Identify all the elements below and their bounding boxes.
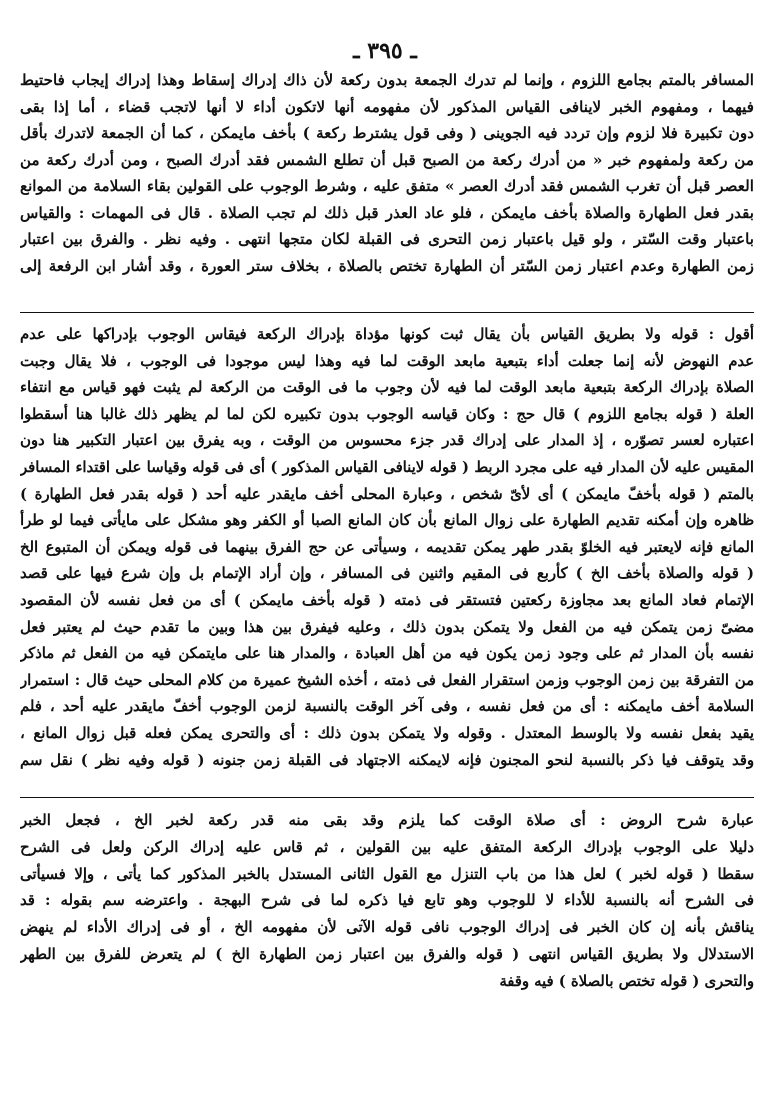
commentary-line: أقول : قوله ولا بطريق القياس بأن يقال ثبت كونها مؤداة بإدراك الركعة فيقاس الوجوب بإدراكها على عدم bbox=[20, 326, 754, 343]
commentary-line: الاستدلال ولا بطريق القياس انتهى ( قوله والفرق بين اعتبار زمن الطهارة الخ ) لم يتعرض للفرق بين الطهر bbox=[20, 945, 754, 963]
commentary-line: ظاهره وإن أمكنه تقديم الطهارة على زوال المانع بأن كان المانع الصبا أو الكفر وهو مشكل على مايأتى فيما لو طرأ bbox=[20, 512, 754, 530]
main-line: دون تكبيرة فلا لزوم وإن تردد فيه الجوينى ( وفى قول يشترط ركعة ) بأخف مايمكن ، كما أن الجمعة لاتدرك بأقل bbox=[20, 124, 754, 142]
commentary-line: السلامة أخف مايمكنه : أى من فعل نفسه ، وفى آخر الوقت بالنسبة لزمن الوجوب أخفّ مايقدر عليه أحد ، فلم bbox=[20, 698, 754, 716]
commentary-line: والتحرى ( قوله تختص بالصلاة ) فيه وقفة bbox=[499, 972, 754, 990]
main-line: العصر قبل أن تغرب الشمس فقد أدرك العصر » متفق عليه ، وشرط الوجوب على القولين بقاء السلامة من الموانع bbox=[20, 177, 754, 195]
commentary-line: يناقش بأنه إن كان الخبر فى إدراك الوجوب نافى قوله الآتى لأن مفهومه الخ ، أو فى إدراك الأداء لم ينهض bbox=[20, 919, 754, 937]
commentary-line: يقيد بفعل نفسه ولا بالوسط المعتدل . وقوله ولا يتمكن بدون ذلك : أى والتحرى يمكن فعله قبل زوال المانع ، bbox=[20, 724, 754, 742]
commentary-line: سقطا ( قوله لخبر ) لعل هذا من باب التنزل مع القول الثانى المستدل بالخبر المذكور كما يأتى ، وإلا فسيأتى bbox=[20, 865, 754, 883]
commentary-line: بالمتم ( قوله بأخفّ مايمكن ) أى لأىّ شخص ، وعبارة المحلى أخف مايقدر عليه أحد ( قوله بقدر فعل الطهارة ) bbox=[20, 485, 754, 503]
commentary-line: من التفرقة بين زمن الوجوب وزمن استقرار الفعل فى ذمته ، أخذه الشيخ عميرة من كلام المحلى حيث قال : استمرار bbox=[20, 671, 754, 689]
main-text bbox=[20, 67, 754, 279]
commentary-second bbox=[20, 808, 754, 996]
commentary-line: عدم النهوض لأنه إنما جعلت أداء بتبعية مابعد الوقت لما فيه وهذا ليس موجودا فى الوجوب ، فلا يقال وجبت bbox=[20, 352, 754, 370]
commentary-line: وقد يتوقف فيا ذكر بالنسبة لنحو المجنون فإنه لايمكنه الاجتهاد فى القبلة زمن جنونه ( قوله وفيه نظر ) نقل سم bbox=[20, 751, 754, 769]
commentary-line: نفسه بأن المدار ثم على وجود زمن يكون فيه من أهل العبادة ، والمدار هنا على مايتمكن فيه من الفعل ثم ماذكر bbox=[20, 645, 754, 663]
commentary-line: دليلا على الوجوب بإدراك الركعة المتفق عليه بين القولين ، ثم قاس عليه إدراك الركن ولعل فى الشرح bbox=[20, 838, 754, 856]
page-number: ـ ٣٩٥ ـ bbox=[353, 38, 417, 64]
commentary-line: المانع فإنه لايعتبر فيه الخلوّ بقدر طهر يمكن تقديمه ، وسيأتى عن حج الفرق بينهما فى قوله ويمكن أن المتبوع الخ bbox=[20, 538, 754, 556]
commentary-line: ( قوله والصلاة بأخف الخ ) كأربع فى المقيم واثنين فى المسافر ، وإن أراد الإتمام بل وإن شرع فيها على قصد bbox=[20, 565, 754, 583]
commentary-line: المقيس عليه لأن المدار فيه على مجرد الربط ( قوله لاينافى القياس المذكور ) أى فى قوله وقياسا على اقتداء المسافر bbox=[20, 458, 754, 476]
commentary-line: اعتباره لعسر تصوّره ، إذ المدار على إدراك قدر جزء محسوس من الوقت ، وبه يفرق بين اعتبار التكبير هنا دون bbox=[20, 432, 754, 450]
main-line: من ركعة ولمفهوم خبر « من أدرك ركعة من الصبح قبل أن تطلع الشمس فقد أدرك الصبح ، ومن أدرك ركعة من bbox=[20, 150, 754, 169]
main-line: بقدر فعل الطهارة والصلاة بأخف مايمكن ، فلو عاد العذر قبل ذلك لم تجب الصلاة . قال فى المهمات : والقياس bbox=[20, 203, 754, 222]
commentary-first bbox=[20, 322, 754, 774]
commentary-line: عبارة شرح الروض : أى صلاة الوقت كما يلزم وقد بقى منه قدر ركعة لخبر الخ ، فجعل الخبر bbox=[20, 812, 754, 829]
main-line: باعتبار وقت السّتر ، ولو قيل باعتبار زمن التحرى فى القبلة لكان متجها انتهى . وفيه نظر . والفرق بين اعتبار bbox=[20, 230, 754, 248]
commentary-line: الصلاة بإدراك الركعة بتبعية مابعد الوقت لما فيه لأن وجوب ما فى الوقت من الركعة لم يثبت فهو قياس مع انتفاء bbox=[20, 379, 754, 397]
commentary-line: العلة ( قوله بجامع اللزوم ) قال حج : وكان قياسه الوجوب بدون تكبيره لكن لما لم يظهر ذلك غالبا هنا أسقطوا bbox=[20, 405, 754, 423]
main-line: المسافر بالمتم بجامع اللزوم ، وإنما لم تدرك الجمعة بدون ركعة لأن ذاك إدراك إسقاط وهذا إدراك إيجاب فاحتيط bbox=[20, 71, 754, 89]
commentary-line: مضىّ زمن يتمكن فيه من الفعل ولا يتمكن بدون ذلك ، وعليه فيفرق بين هذا وبين ما تقدم حيث لم يعتبر فعل bbox=[20, 618, 754, 636]
separator-rule bbox=[20, 797, 754, 798]
commentary-line: الإتمام فعاد المانع بعد مجاوزة ركعتين فتستقر فى ذمته ( قوله بأخف مايمكن ) أى من فعل نفسه لأن المقصود bbox=[20, 591, 754, 609]
main-line: فيهما ، ومفهوم الخبر لاينافى القياس المذكور لأن مفهومه أنها لاتكون أداء لا أنها لاتجب قضاء ، أما إذا بقى bbox=[20, 97, 754, 116]
main-line: زمن الطهارة وعدم اعتبار زمن السّتر أن الطهارة تختص بالصلاة ، بخلاف ستر العورة ، وقد أشار ابن الرفعة إلى bbox=[20, 256, 754, 275]
commentary-line: فى الشرح أنه بالنسبة للأداء لا للوجوب وهو تابع فيا ذكره لما فى شرح البهجة . واعترضه سم بقوله : قد bbox=[20, 892, 754, 910]
separator-rule bbox=[20, 312, 754, 313]
